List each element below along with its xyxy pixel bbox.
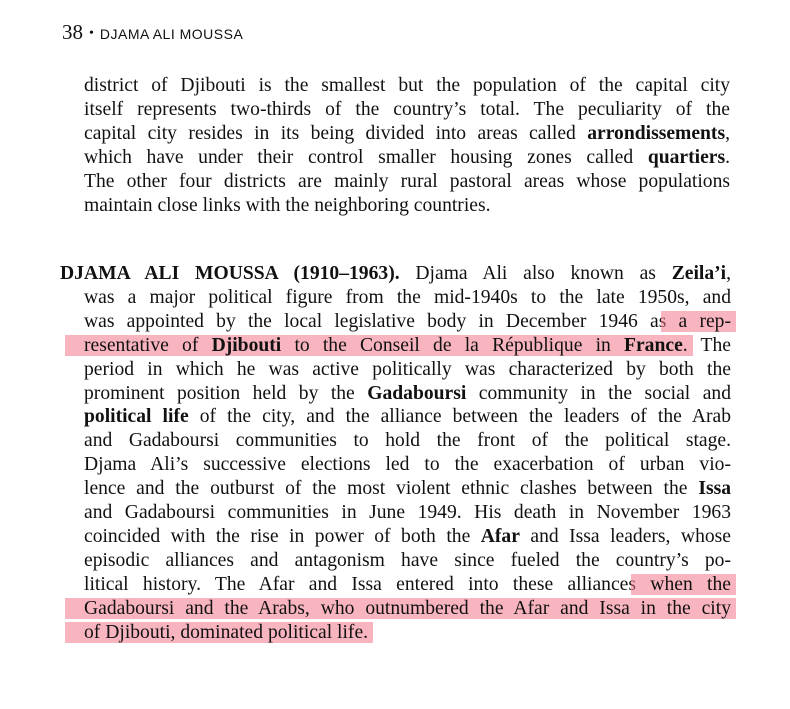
highlight-annotation[interactable]: of Djibouti, dominated political life. bbox=[70, 622, 368, 643]
text-line: Djama Ali’s successive elections led to the exacerbation of urban vio- bbox=[84, 454, 731, 476]
text-line: and Gadaboursi communities in June 1949. His death in November 1963 bbox=[84, 502, 731, 524]
highlight-annotation[interactable]: Gadaboursi and the Arabs, who outnumbered the Afar and Issa in the city bbox=[70, 598, 731, 619]
text-run: prominent position held by the bbox=[84, 382, 368, 404]
entry-headword: DJAMA ALI MOUSSA (1910–1963). bbox=[60, 263, 400, 284]
term-issa: Issa bbox=[698, 478, 731, 500]
highlight-annotation[interactable] bbox=[70, 335, 688, 356]
term-political-life: political life bbox=[84, 406, 189, 428]
term-quartiers: quartiers bbox=[647, 146, 726, 168]
text-line bbox=[60, 621, 731, 645]
text-run: . bbox=[682, 334, 688, 356]
text-run: community in the social and bbox=[466, 382, 731, 404]
term-france: France bbox=[624, 334, 683, 356]
text-run: to the Conseil de la République in bbox=[281, 334, 625, 356]
text-line bbox=[60, 597, 731, 621]
text-line bbox=[84, 146, 730, 170]
text-line bbox=[60, 405, 731, 429]
entry-djama-ali-moussa bbox=[60, 262, 731, 645]
text-line bbox=[60, 334, 731, 358]
text-line: district of Djibouti is the smallest but the population of the capital city bbox=[84, 75, 730, 96]
text-line: maintain close links with the neighboring countries. bbox=[84, 194, 491, 216]
page-number: 38 bbox=[62, 20, 83, 44]
term-djibouti: Djibouti bbox=[211, 334, 282, 356]
text-run: of the city, and the alliance between the leaders of the Arab bbox=[188, 406, 731, 428]
text-run: resentative of bbox=[84, 334, 212, 356]
text-run: . bbox=[725, 146, 730, 168]
term-afar: Afar bbox=[480, 525, 520, 547]
text-line: and Gadaboursi communities to hold the front of the political stage. bbox=[84, 430, 731, 452]
text-line bbox=[60, 573, 731, 597]
text-run: coincided with the rise in power of both the bbox=[84, 525, 481, 547]
text-line bbox=[60, 477, 731, 501]
text-line: period in which he was active politically was characterized by both the bbox=[84, 358, 731, 380]
term-arrondissements: arrondissements bbox=[587, 122, 726, 144]
page-header bbox=[62, 17, 243, 51]
text-line bbox=[60, 382, 731, 406]
text-run: , bbox=[726, 263, 732, 284]
text-run: capital city resides in its being divided into areas called bbox=[84, 122, 588, 144]
text-line bbox=[60, 310, 731, 334]
term-gadaboursi: Gadaboursi bbox=[367, 382, 467, 404]
text-run: was appointed by the local legislative body in December 1946 as bbox=[84, 310, 667, 332]
text-run: and Issa leaders, whose bbox=[519, 525, 731, 547]
text-line bbox=[60, 262, 731, 286]
text-line bbox=[84, 122, 730, 146]
text-line bbox=[60, 525, 731, 549]
highlight-annotation[interactable]: when the bbox=[636, 573, 731, 595]
text-run: which have under their control smaller housing zones called bbox=[84, 146, 648, 168]
bullet-separator: • bbox=[89, 26, 94, 41]
text-run: The bbox=[687, 334, 731, 356]
text-run: litical history. The Afar and Issa entered into these alliances bbox=[84, 573, 636, 595]
text-line: itself represents two-thirds of the country’s total. The peculiarity of the bbox=[84, 98, 730, 120]
text-run: lence and the outburst of the most violent ethnic clashes between the bbox=[84, 478, 699, 500]
term-zeilai: Zeila’i bbox=[671, 263, 727, 284]
text-line: The other four districts are mainly rural pastoral areas whose populations bbox=[84, 170, 730, 192]
text-run: , bbox=[725, 122, 730, 144]
text-run: Djama Ali also known as bbox=[399, 263, 672, 284]
text-line: was a major political figure from the mid-1940s to the late 1950s, and bbox=[84, 286, 731, 308]
text-line: episodic alliances and antagonism have since fueled the country’s po- bbox=[84, 549, 731, 571]
running-head: DJAMA ALI MOUSSA bbox=[99, 26, 244, 42]
paragraph-district-description bbox=[84, 74, 730, 217]
highlight-annotation[interactable]: a rep- bbox=[666, 310, 731, 332]
